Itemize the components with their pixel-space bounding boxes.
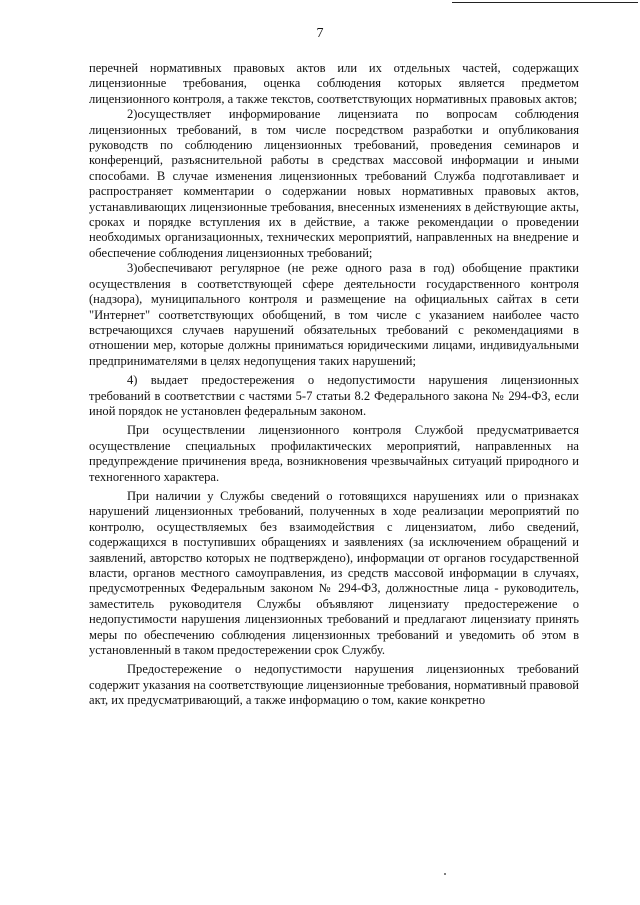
paragraph-warning-issuance: При наличии у Службы сведений о готовящихся нарушениях или о признаках нарушений лицензионных требований, полученных в ходе реализации мероприятий по контролю, осуществляемых без взаимодействия с лицензиатом, либо сведений, содержащихся в поступивших обращениях и заявлениях (за исключением обращений и заявлений, авторство которых не подтверждено), информации от органов государственной власти, органов местного самоуправления, из средств массовой информации в случаях, предусмотренных Федеральным законом № 294-ФЗ, должностные лица - руководитель, заместитель руководителя Службы объявляют лицензиату предостережение о недопустимости нарушения лицензионных требований и предлагают лицензиату принять меры по обеспечению соблюдения лицензионных требований и уведомить об этом в установленный в таком предостережении срок Службу. xyxy=(89,488,579,658)
document-body xyxy=(89,61,579,709)
page-number: 7 xyxy=(316,26,324,41)
paragraph-special-measures: При осуществлении лицензионного контроля Службой предусматривается осуществление специальных профилактических мероприятий, направленных на предупреждение причинения вреда, возникновения чрезвычайных ситуаций природного и техногенного характера. xyxy=(89,423,579,484)
paragraph-item-4: 4) выдает предостережения о недопустимости нарушения лицензионных требований в соответствии с частями 5-7 статьи 8.2 Федерального закона № 294-ФЗ, если иной порядок не установлен федеральным законом. xyxy=(89,373,579,418)
top-rule xyxy=(452,2,638,3)
paragraph-continuation: перечней нормативных правовых актов или их отдельных частей, содержащих лицензионные требования, оценка соблюдения которых является предметом лицензионного контроля, а также текстов, соответствующих нормативных правовых актов; xyxy=(89,61,579,106)
paragraph-item-3: 3)обеспечивают регулярное (не реже одного раза в год) обобщение практики осуществления в соответствующей сфере деятельности государственного контроля (надзора), муниципального контроля и размещение на официальных сайтах в сети "Интернет" соответствующих обобщений, в том числе с указанием наиболее часто встречающихся случаев нарушений обязательных требований с рекомендациями в отношении мер, которые должны приниматься юридическими лицами, индивидуальными предпринимателями в целях недопущения таких нарушений; xyxy=(89,261,579,368)
paragraph-item-2: 2)осуществляет информирование лицензиата по вопросам соблюдения лицензионных требований, в том числе посредством разработки и опубликования руководств по соблюдению лицензионных требований, проведения семинаров и конференций, разъяснительной работы в средствах массовой информации и иными способами. В случае изменения лицензионных требований Служба подготавливает и распространяет комментарии о содержании новых нормативных правовых актов, устанавливающих лицензионные требования, внесенных изменениях в действующие акты, сроках и порядке вступления их в действие, а также рекомендации о проведении необходимых организационных, технических мероприятий, направленных на внедрение и обеспечение соблюдения лицензионных требований; xyxy=(89,107,579,260)
paragraph-warning-content: Предостережение о недопустимости нарушения лицензионных требований содержит указания на соответствующие лицензионные требования, нормативный правовой акт, их предусматривающий, а также информацию о том, какие конкретно xyxy=(89,662,579,708)
scan-artifact-dot xyxy=(444,873,446,875)
